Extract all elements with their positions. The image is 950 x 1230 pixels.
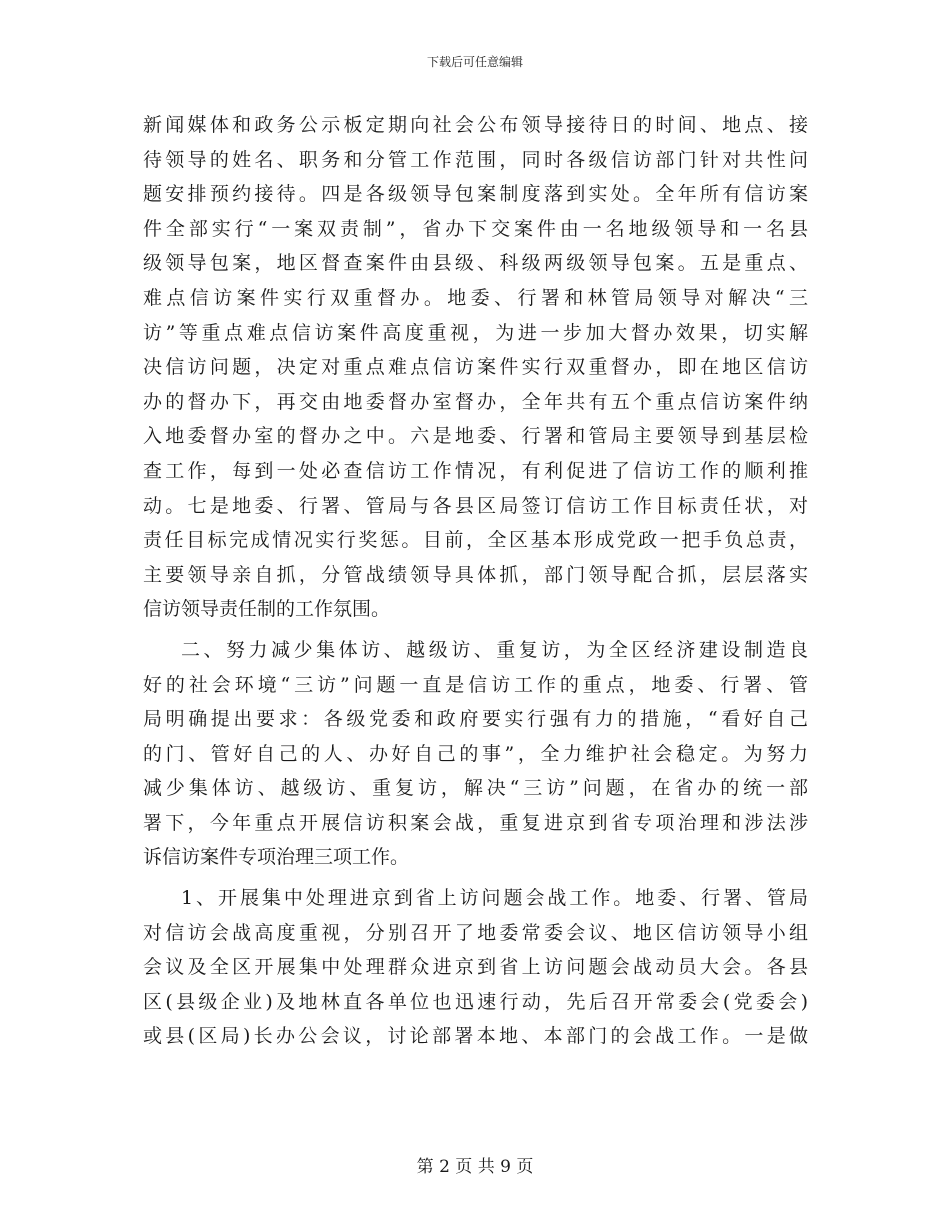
text-line: 新闻媒体和政务公示板定期向社会公布领导接待日的时间、地点、接	[143, 114, 808, 136]
page-number-footer: 第 2 页 共 9 页	[416, 1157, 534, 1177]
text-line: 信访领导责任制的工作氛围。	[143, 598, 391, 621]
text-line: 主要领导亲自抓，分管战绩领导具体抓，部门领导配合抓，层层落实	[143, 563, 808, 586]
text-line: 的门、管好自己的人、办好自己的事”，全力维护社会稳定。为努力	[143, 742, 808, 765]
text-line: 减少集体访、越级访、重复访，解决“三访”问题，在省办的统一部	[143, 777, 808, 800]
text-line: 访”等重点难点信访案件高度重视，为进一步加大督办效果，切实解	[143, 321, 808, 344]
text-line: 题安排预约接待。四是各级领导包案制度落到实处。全年所有信访案	[143, 183, 808, 206]
text-line: 件全部实行“一案双责制”，省办下交案件由一名地级领导和一名县	[143, 217, 808, 240]
text-line: 诉信访案件专项治理三项工作。	[143, 846, 410, 869]
text-line: 难点信访案件实行双重督办。地委、行署和林管局领导对解决“三	[143, 286, 808, 309]
text-line: 1、开展集中处理进京到省上访问题会战工作。地委、行署、管局	[181, 887, 808, 910]
text-line: 办的督办下，再交由地委督办室督办，全年共有五个重点信访案件纳	[143, 390, 808, 413]
text-line: 好的社会环境“三访”问题一直是信访工作的重点，地委、行署、管	[143, 673, 808, 696]
text-line: 动。七是地委、行署、管局与各县区局签订信访工作目标责任状，对	[143, 494, 808, 517]
paragraph-3	[143, 881, 808, 1054]
text-line: 或县(区局)长办公会议，讨论部署本地、本部门的会战工作。一是做	[143, 1025, 808, 1048]
text-line: 区(县级企业)及地林直各单位也迅速行动，先后召开常委会(党委会)	[143, 990, 808, 1013]
text-line: 责任目标完成情况实行奖惩。目前，全区基本形成党政一把手负总责，	[143, 529, 808, 552]
paragraph-2	[143, 633, 808, 875]
text-line: 待领导的姓名、职务和分管工作范围，同时各级信访部门针对共性问	[143, 148, 808, 171]
text-line: 级领导包案，地区督查案件由县级、科级两级领导包案。五是重点、	[143, 252, 808, 275]
document-body	[143, 108, 808, 1054]
text-line: 对信访会战高度重视，分别召开了地委常委会议、地区信访领导小组	[143, 921, 808, 944]
text-line: 入地委督办室的督办之中。六是地委、行署和管局主要领导到基层检	[143, 425, 808, 448]
page-header: 下载后可任意编辑	[426, 55, 523, 69]
text-line: 署下，今年重点开展信访积案会战，重复进京到省专项治理和涉法涉	[143, 811, 808, 834]
text-line: 二、努力减少集体访、越级访、重复访，为全区经济建设制造良	[181, 638, 808, 661]
text-line: 会议及全区开展集中处理群众进京到省上访问题会战动员大会。各县	[143, 956, 808, 979]
text-line: 局明确提出要求：各级党委和政府要实行强有力的措施，“看好自己	[143, 708, 808, 731]
text-line: 查工作，每到一处必查信访工作情况，有利促进了信访工作的顺利推	[143, 459, 808, 482]
paragraph-1	[143, 108, 808, 627]
text-line: 决信访问题，决定对重点难点信访案件实行双重督办，即在地区信访	[143, 356, 808, 379]
